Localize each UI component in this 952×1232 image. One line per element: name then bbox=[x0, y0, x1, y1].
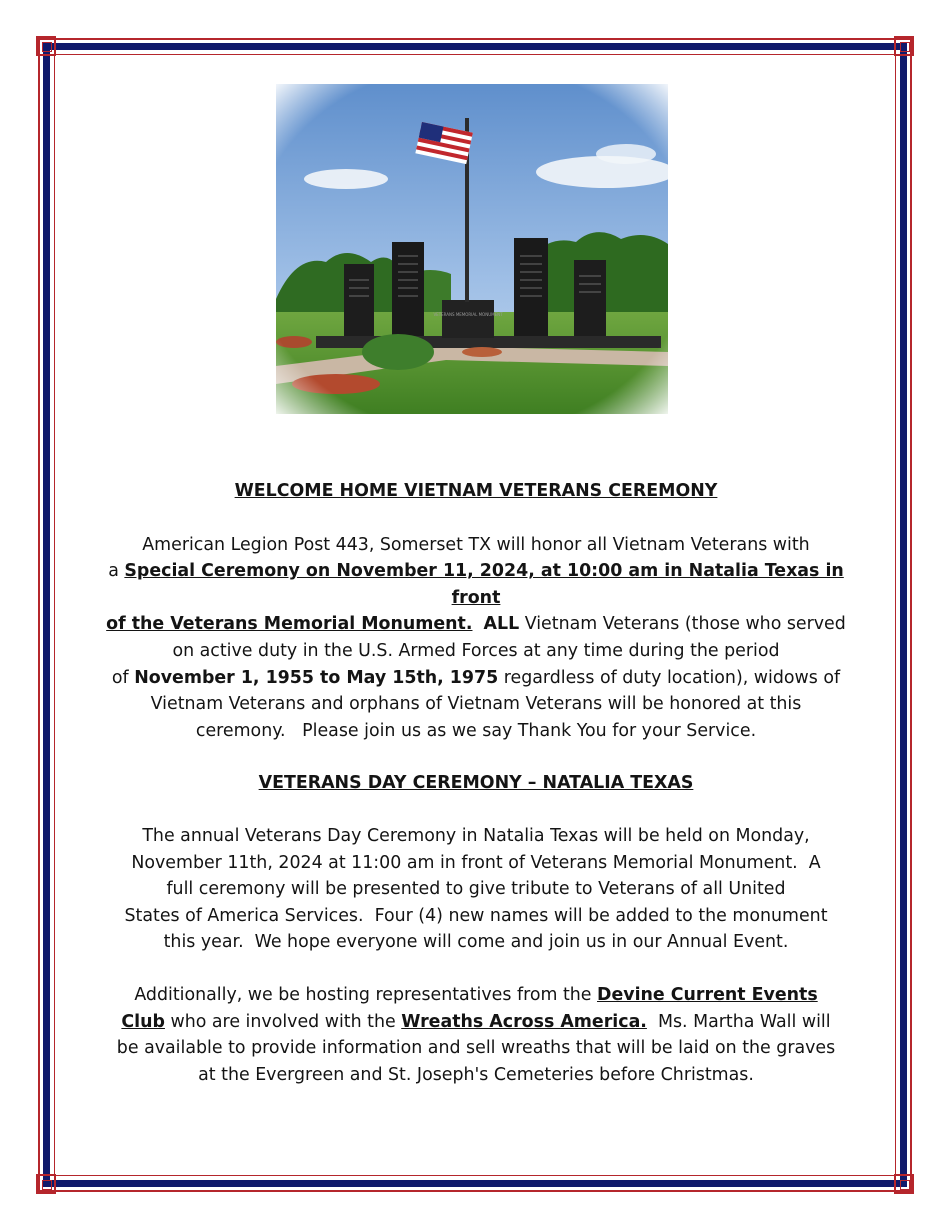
paragraph-welcome-home: American Legion Post 443, Somerset TX will honor all Vietnam Veterans with a Special Ceremony on November 11, 2024, at 10:00 am in Natalia Texas in front of the Veterans Memorial Monument. ALL Vietnam Veterans (those who served on active duty in the U.S. Armed Forces at any time during the period of November 1, 1955 to May 15th, 1975 regardless of duty location), widows of Vietnam Veterans and orphans of Vietnam Veterans will be honored at this ceremony. Please join us as we say Thank You for your Service. bbox=[106, 534, 846, 741]
corner-ornament bbox=[36, 36, 56, 56]
section-heading-welcome-home: WELCOME HOME VIETNAM VETERANS CEREMONY bbox=[234, 481, 718, 501]
section-heading-veterans-day: VETERANS DAY CEREMONY – NATALIA TEXAS bbox=[258, 773, 694, 794]
memorial-photo bbox=[276, 84, 668, 414]
corner-ornament bbox=[36, 1174, 56, 1194]
paragraph-veterans-day: The annual Veterans Day Ceremony in Natalia Texas will be held on Monday, November 11th, 2024 at 11:00 am in front of Veterans Memorial Monument. A full ceremony will be presented to give tribute to Veterans of all United States of America Services. Four (4) new names will be added to the monument this year. We hope everyone will come and join us in our Annual Event. bbox=[124, 825, 828, 953]
corner-ornament bbox=[894, 36, 914, 56]
corner-ornament bbox=[894, 1174, 914, 1194]
paragraph-wreaths-across-america: Additionally, we be hosting representatives from the Devine Current Events Club who are involved with the Wreaths Across America. Ms. Martha Wall will be available to provide information and sell wreaths that will be laid on the graves at the Evergreen and St. Joseph's Cemeteries before Christmas. bbox=[116, 984, 836, 1085]
flyer-text bbox=[104, 478, 848, 1088]
